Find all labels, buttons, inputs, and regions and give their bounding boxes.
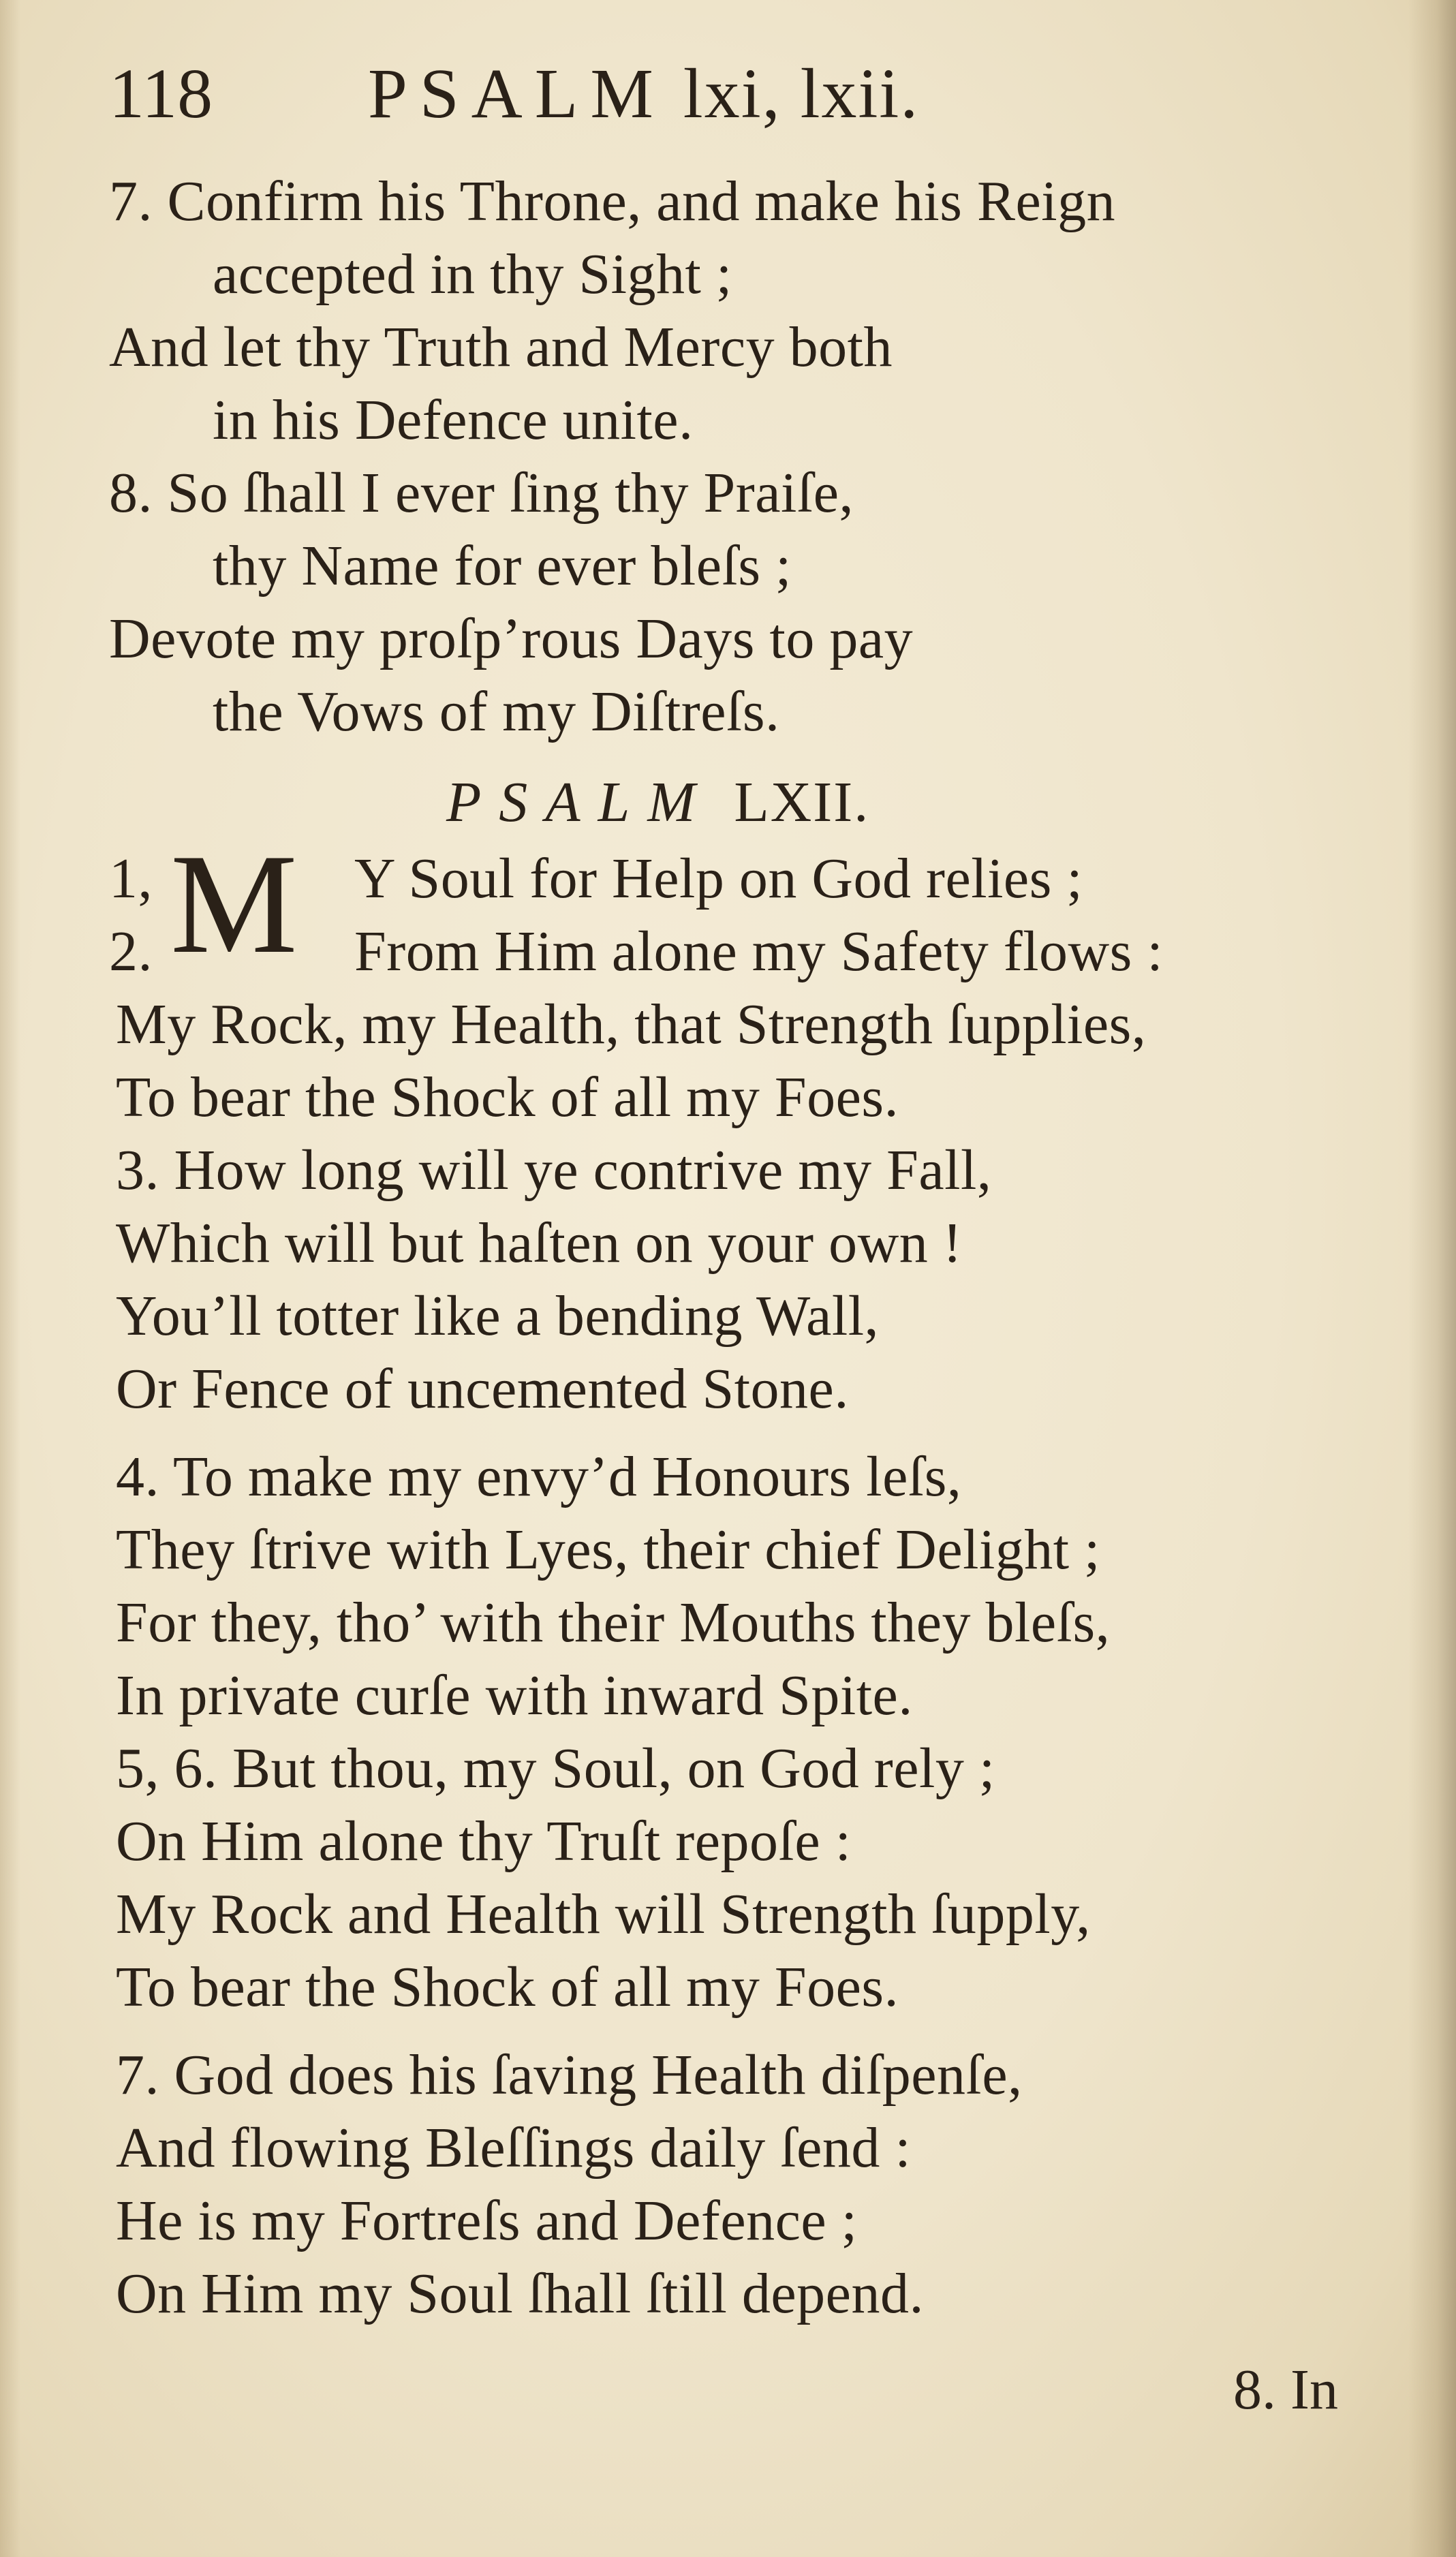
- psalm-title: [446, 769, 869, 837]
- psalm-title-number: LXII.: [734, 771, 870, 834]
- verse-line: My Rock and Health will Strength ſupply,: [116, 1882, 1091, 1946]
- page-gutter-shadow: [1408, 0, 1456, 2557]
- verse-line: the Vows of my Diſtreſs.: [213, 680, 780, 743]
- psalm-numbers: lxi, lxii.: [683, 55, 920, 133]
- verse-line: Which will but haſten on your own !: [116, 1211, 963, 1275]
- verse-line: You’ll totter like a bending Wall,: [116, 1284, 880, 1348]
- verse-line: 7. God does his ſaving Health diſpenſe,: [116, 2043, 1023, 2107]
- verse-line: thy Name for ever bleſs ;: [213, 534, 792, 598]
- verse-line: On Him my Soul ſhall ſtill depend.: [116, 2262, 924, 2325]
- running-header: [109, 53, 919, 135]
- verse-line: in his Defence unite.: [213, 388, 694, 452]
- drop-cap: M: [170, 825, 298, 983]
- verse-line: And let thy Truth and Mercy both: [109, 315, 893, 379]
- catchword: 8. In: [1233, 2358, 1338, 2421]
- verse-line: My Rock, my Health, that Strength ſupplies,: [116, 993, 1147, 1056]
- verse-line: Devote my proſp’rous Days to pay: [109, 607, 914, 670]
- verse-line: 8. So ſhall I ever ſing thy Praiſe,: [109, 461, 854, 525]
- verse-line: From Him alone my Safety flows :: [354, 920, 1164, 983]
- verse-line: And flowing Bleſſings daily ſend :: [116, 2116, 912, 2180]
- verse-number: 2.: [109, 920, 153, 983]
- verse-number: 1,: [109, 847, 153, 910]
- page-left-edge: [0, 0, 20, 2557]
- verse-line: 5, 6. But thou, my Soul, on God rely ;: [116, 1737, 995, 1800]
- verse-line: accepted in thy Sight ;: [213, 243, 732, 306]
- verse-line: To bear the Shock of all my Foes.: [116, 1955, 899, 2019]
- running-title: PSALM: [368, 55, 666, 133]
- verse-line: In private curſe with inward Spite.: [116, 1664, 913, 1727]
- verse-line: Or Fence of uncemented Stone.: [116, 1357, 849, 1421]
- verse-line: 7. Confirm his Throne, and make his Reign: [109, 170, 1116, 233]
- verse-line: He is my Fortreſs and Defence ;: [116, 2189, 858, 2252]
- verse-line: 4. To make my envy’d Honours leſs,: [116, 1445, 962, 1508]
- verse-line: To bear the Shock of all my Foes.: [116, 1066, 899, 1129]
- psalm-title-word: PSALM: [446, 771, 713, 834]
- verse-line: For they, tho’ with their Mouths they bleſs,: [116, 1591, 1111, 1654]
- verse-line: They ſtrive with Lyes, their chief Delight ;: [116, 1518, 1100, 1581]
- verse-line: Y Soul for Help on God relies ;: [354, 847, 1083, 910]
- verse-line: 3. How long will ye contrive my Fall,: [116, 1138, 992, 1202]
- verse-line: On Him alone thy Truſt repoſe :: [116, 1810, 852, 1873]
- page-number: 118: [109, 55, 213, 133]
